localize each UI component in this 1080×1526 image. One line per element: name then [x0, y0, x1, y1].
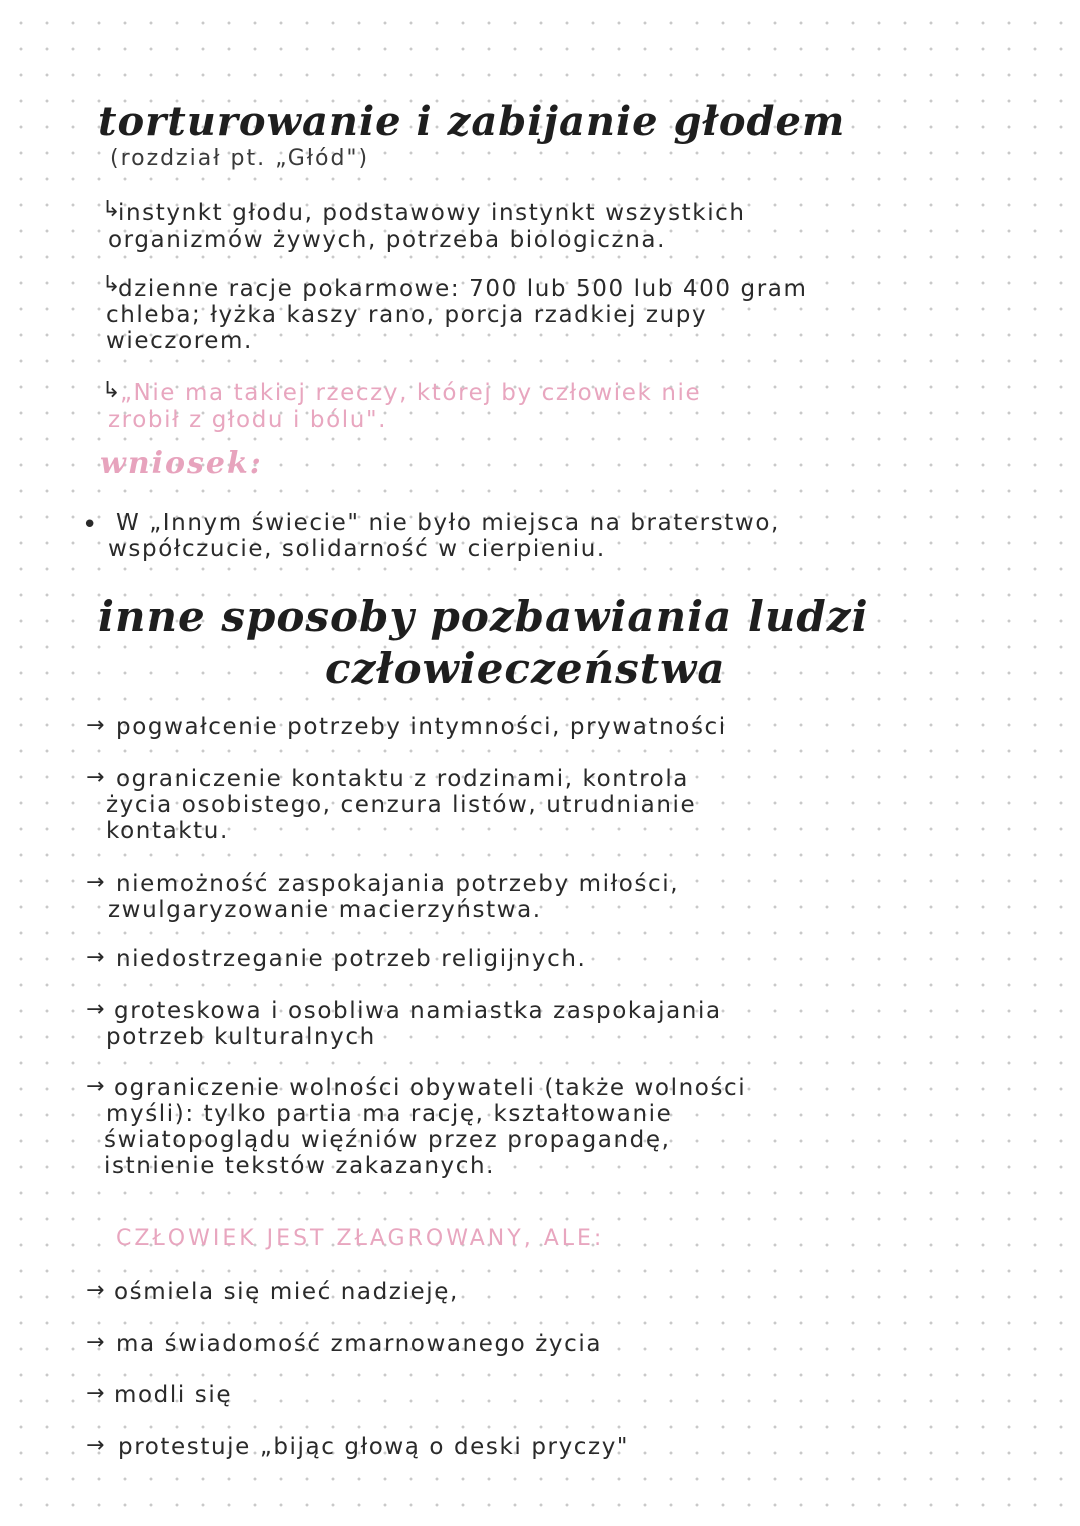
arrow-return-icon: ↳ — [102, 197, 121, 222]
arrow-right-icon: → — [86, 765, 105, 790]
arrow-right-icon: → — [86, 1330, 105, 1355]
final-item: protestuje „bijąc głową o deski pryczy" — [118, 1434, 630, 1460]
item-line: pogwałcenie potrzeby intymności, prywatności — [116, 714, 727, 740]
item-line: kontaktu. — [106, 818, 229, 844]
quote-line: zrobił z głodu i bólu". — [108, 407, 388, 433]
section1-subtitle: (rozdział pt. „Głód") — [110, 146, 370, 171]
item-line: zwulgaryzowanie macierzyństwa. — [108, 897, 542, 923]
item-line: potrzeb kulturalnych — [106, 1024, 376, 1050]
arrow-right-icon: → — [86, 1433, 105, 1458]
item-line: groteskowa i osobliwa namiastka zaspokajania — [114, 998, 722, 1024]
section2-title-line2: człowieczeństwa — [325, 644, 726, 693]
item-line: niemożność zaspokajania potrzeby miłości, — [116, 871, 680, 897]
conclusion-line: W „Innym świecie" nie było miejsca na braterstwo, — [116, 510, 780, 536]
item-line: niedostrzeganie potrzeb religijnych. — [116, 946, 587, 972]
conclusion-heading: wniosek: — [100, 446, 263, 481]
item-line: ograniczenie wolności obywateli (także wolności — [114, 1075, 747, 1101]
bullet-line: dzienne racje pokarmowe: 700 lub 500 lub 400 gram — [118, 276, 808, 302]
section1-title: torturowanie i zabijanie głodem — [98, 98, 846, 145]
arrow-right-icon: → — [86, 997, 105, 1022]
item-line: światopoglądu więźniów przez propagandę, — [104, 1127, 671, 1153]
bullet-line: wieczorem. — [106, 328, 253, 354]
arrow-right-icon: → — [86, 1381, 105, 1406]
arrow-right-icon: → — [86, 713, 105, 738]
final-item: ośmiela się mieć nadzieję, — [114, 1279, 459, 1305]
arrow-right-icon: → — [86, 945, 105, 970]
quote-line: „Nie ma takiej rzeczy, której by człowiek nie — [120, 380, 702, 406]
bullet-line: instynkt głodu, podstawowy instynkt wszystkich — [118, 200, 746, 226]
item-line: istnienie tekstów zakazanych. — [104, 1153, 496, 1179]
item-line: życia osobistego, cenzura listów, utrudnianie — [106, 792, 697, 818]
caps-heading: CZŁOWIEK JEST ZŁAGROWANY, ALE: — [116, 1226, 605, 1251]
bullet-line: organizmów żywych, potrzeba biologiczna. — [108, 227, 666, 253]
section2-title-line1: inne sposoby pozbawiania ludzi — [98, 592, 869, 641]
arrow-right-icon: → — [86, 870, 105, 895]
final-item: modli się — [114, 1382, 233, 1408]
item-line: ograniczenie kontaktu z rodzinami, kontrola — [116, 766, 690, 792]
arrow-return-icon: ↳ — [102, 272, 121, 297]
arrow-right-icon: → — [86, 1278, 105, 1303]
arrow-return-icon: ↳ — [102, 378, 121, 403]
conclusion-line: współczucie, solidarność w cierpieniu. — [108, 536, 606, 562]
arrow-right-icon: → — [86, 1074, 105, 1099]
bullet-dot-icon: • — [82, 510, 98, 540]
final-item: ma świadomość zmarnowanego życia — [116, 1331, 603, 1357]
item-line: myśli): tylko partia ma rację, kształtowanie — [106, 1101, 673, 1127]
bullet-line: chleba; łyżka kaszy rano, porcja rzadkiej zupy — [106, 302, 708, 328]
